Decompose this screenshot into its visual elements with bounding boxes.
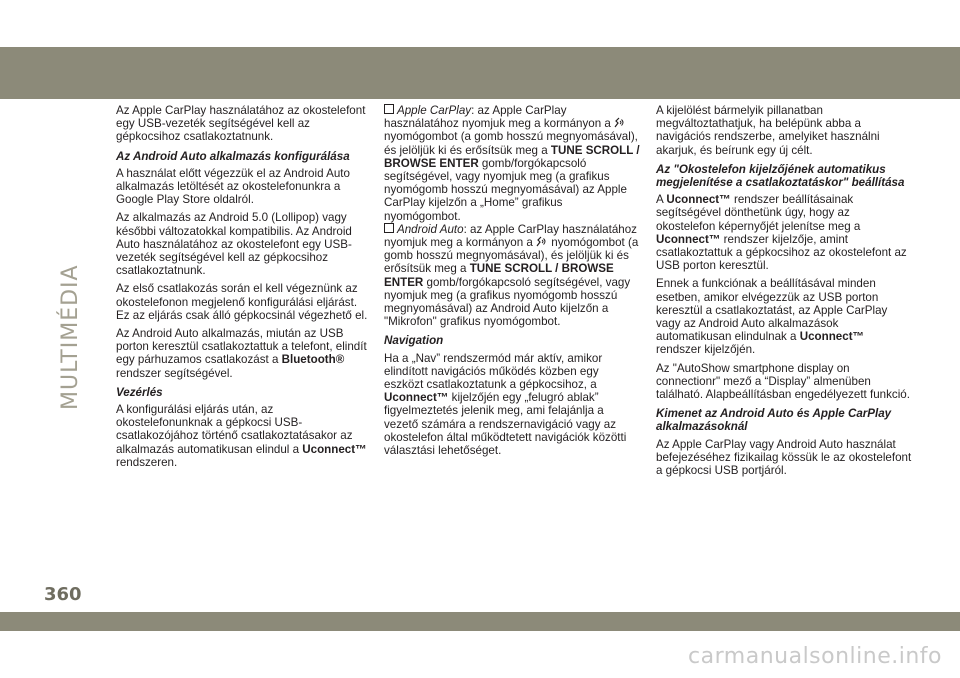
- paragraph: A használat előtt végezzük el az Android Auto alkalmazás letöltését az okostelefonunkra a Google Play Store oldalról.: [116, 166, 350, 207]
- section-heading: Vezérlés: [116, 385, 163, 399]
- bullet-title: Apple CarPlay: [397, 104, 472, 117]
- paragraph: Az alkalmazás az Android 5.0 (Lollipop) vagy későbbi változatokkal kompatibilis. Az Android Auto használatához az okostelefont egy USB-vezeték segítségével kell az gépkocsihoz csatlakoztatnunk.: [116, 211, 352, 278]
- uconnect-term: Uconnect™: [656, 232, 721, 246]
- bullet-item: [384, 104, 640, 223]
- text-run: rendszer kijelzőjén.: [656, 343, 756, 357]
- section-heading: Az Android Auto alkalmazás konfigurálása: [116, 149, 350, 163]
- bullet-item: [384, 223, 640, 329]
- bluetooth-term: Bluetooth®: [281, 353, 345, 367]
- paragraph: Az "AutoShow smartphone display on connectionr" mező a “Display” almenüben található. Alapbeállításban engedélyezett funkció.: [656, 361, 910, 402]
- text-run: kijelzőjén egy „felugró ablak” figyelmeztetés jelenik meg, ami felajánlja a vezető számára a rendszernavigáció vagy az okostelefon által működtetett navigációk közötti választási lehetőséget.: [384, 391, 627, 458]
- paragraph: [384, 352, 640, 458]
- text-run: : az Apple CarPlay használatához nyomjuk meg a kormányon a: [384, 222, 637, 250]
- text-run: rendszeren.: [116, 455, 178, 469]
- text-run: nyomógombot (a gomb hosszú megnyomásával), és jelöljük ki és erősítsük meg a: [384, 130, 638, 157]
- section-heading: Kimenet az Android Auto és Apple CarPlay alkalmazásoknál: [656, 407, 892, 434]
- text-run: rendszer beállításainak segítségével dönthetünk úgy, hogy az okostelefon képernyőjét jelenítse meg a: [656, 193, 861, 233]
- paragraph: Az első csatlakozás során el kell végeznünk az okostelefonon megjelenő konfigurálási eljárást. Ez az eljárás csak álló gépkocsinál végezhető el.: [116, 282, 368, 322]
- text-run: nyomógombot (a gomb hosszú megnyomásával), és jelöljük ki és erősítsük meg a: [384, 236, 639, 276]
- column-3: [656, 104, 912, 482]
- paragraph: [116, 327, 372, 380]
- section-label: MULTIMÉDIA: [58, 264, 83, 410]
- column-1: [116, 104, 372, 474]
- text-run: Az Android Auto alkalmazás, miután az USB porton keresztül csatlakoztattuk a telefont, elindít egy párhuzamos csatlakozást a: [116, 327, 367, 367]
- paragraph: [656, 193, 912, 272]
- section-heading: Az "Okostelefon kijelzőjének automatikus megjelenítése a csatlakoztatáskor" beállítása: [656, 162, 905, 190]
- section-heading: Navigation: [384, 334, 444, 348]
- paragraph: A kijelölést bármelyik pillanatban megváltoztathatjuk, ha belépünk abba a navigációs rendszerbe, amelyiket használni akarjuk, és beírunk egy új célt.: [656, 104, 880, 157]
- paragraph: [116, 403, 372, 469]
- text-run: : az Apple CarPlay használatához nyomjuk meg a kormányon a: [384, 104, 615, 131]
- uconnect-term: Uconnect™: [799, 330, 865, 344]
- checkbox-bullet-icon: [384, 223, 394, 233]
- text-run: A: [656, 193, 667, 207]
- paragraph: [656, 277, 912, 356]
- watermark: carmanualsonline.info: [688, 644, 942, 669]
- text-run: A konfigurálási eljárás után, az okostelefonunknak a gépkocsi USB-csatlakozójához történő csatlakoztatásakor az alkalmazás automatikusan elindul a: [116, 403, 353, 456]
- uconnect-term: Uconnect™: [384, 391, 449, 405]
- text-run: rendszer kijelzője, amint csatlakoztattuk a gépkocsihoz az okostelefont az USB porton keresztül.: [656, 232, 907, 273]
- page-number: 360: [44, 584, 82, 605]
- paragraph: Az Apple CarPlay használatához az okostelefont egy USB-vezeték segítségével kell az gépkocsihoz csatlakoztatnunk.: [116, 104, 366, 144]
- text-run: gomb/forgókapcsoló segítségével, vagy nyomjuk meg (a grafikus nyomógomb hosszú megnyomásával) az Apple CarPlay kijelzőn a „Home” grafikus nyomógombot.: [384, 156, 627, 223]
- header-band: [0, 47, 960, 99]
- column-2: [384, 104, 640, 462]
- text-run: Ha a „Nav” rendszermód már aktív, amikor elindított navigációs működés közben egy eszközt csatlakoztatunk a gépkocsihoz, a: [384, 351, 603, 392]
- text-run: rendszer segítségével.: [116, 366, 233, 380]
- tune-scroll-term: TUNE SCROLL / BROWSE ENTER: [384, 143, 640, 170]
- checkbox-bullet-icon: [384, 104, 394, 114]
- voice-command-icon: [536, 236, 546, 247]
- bullet-title: Android Auto: [397, 222, 464, 236]
- voice-command-icon: [614, 117, 624, 128]
- footer-band: [0, 612, 960, 631]
- text-run: gomb/forgókapcsoló segítségével, vagy nyomjuk meg (a grafikus nyomógomb hosszú megnyomásával) az Android Auto kijelzőn a "Mikrofon" grafikus nyomógombot.: [384, 275, 631, 329]
- uconnect-term: Uconnect™: [302, 442, 367, 456]
- text-run: Ennek a funkciónak a beállításával minden esetben, amikor elvégezzük az USB porton keresztül a csatlakoztatást, az Apple CarPlay vagy az Android Auto alkalmazások automatikusan elindulnak a: [656, 277, 888, 344]
- tune-scroll-term: TUNE SCROLL / BROWSE ENTER: [384, 262, 614, 289]
- paragraph: Az Apple CarPlay vagy Android Auto használat befejezéséhez fizikailag kössük le az okostelefont a gépkocsi USB portjáról.: [656, 437, 912, 478]
- uconnect-term: Uconnect™: [666, 193, 731, 207]
